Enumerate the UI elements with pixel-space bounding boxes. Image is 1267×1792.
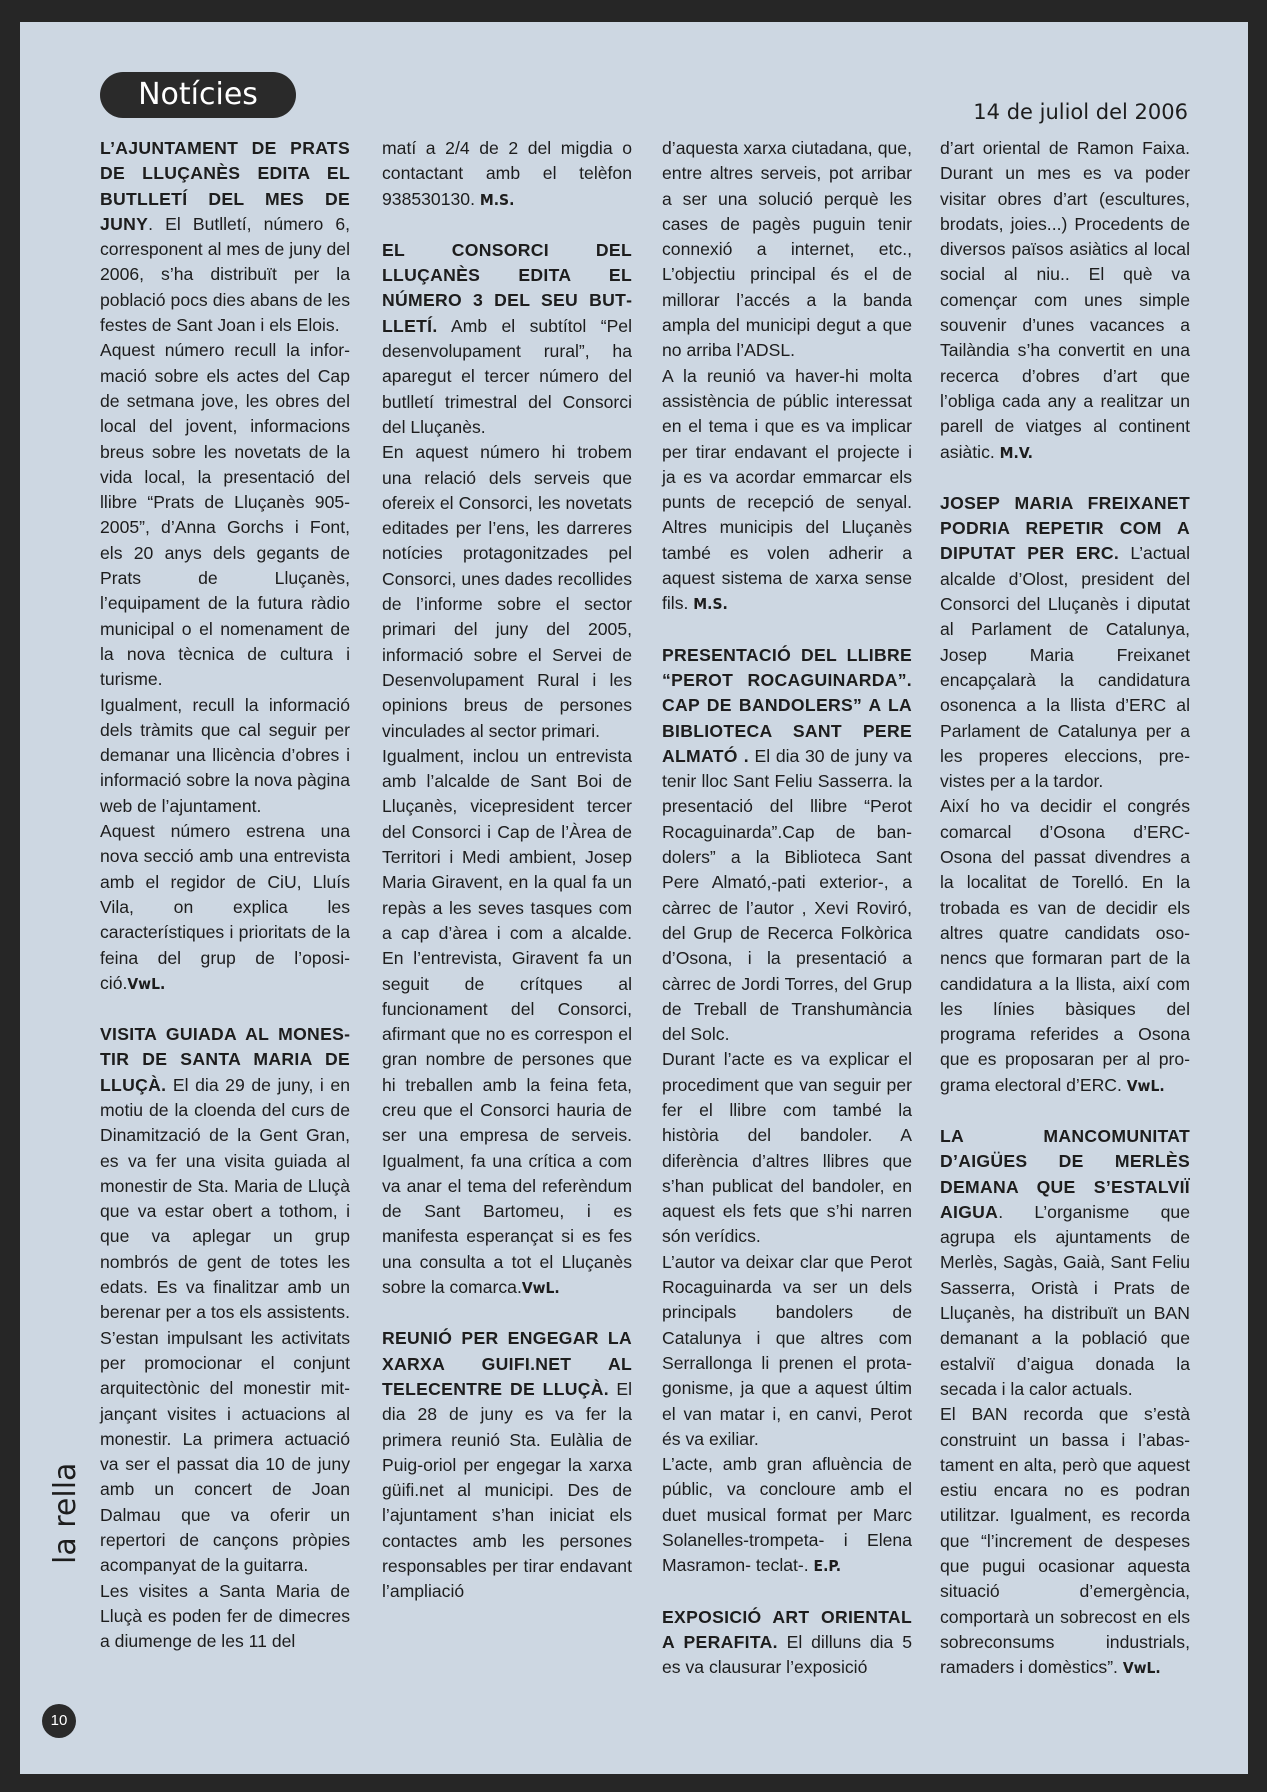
article-headline: JOSEP MARIA FREIXANET PODRIA REPETIR COM A DIPUTAT PER ERC. bbox=[940, 492, 1190, 564]
article-headline: EXPOSICIÓ ART ORIENTAL A PERAFITA. bbox=[662, 1606, 912, 1652]
article-paragraph bbox=[100, 693, 350, 819]
author-signature: M.S. bbox=[693, 595, 728, 614]
article-text: El BAN recorda que s’està construint un bassa i l’abastament en alta, però que aquest estiu encara no es podran utilitzar. Igualment, es recorda que “l’increment de despeses que pugui ocasionar aquesta situació d’emergència, comportarà un sobrecost en els sobreconsums industrials, ramaders i domèstics”. bbox=[940, 1404, 1190, 1678]
article-text: L’actual alcalde d’Olost, president del Consorci del Lluçanès i diputat al Parlament de Catalunya, Josep Maria Freixanet encapçalarà la candidatura osonenca a la llista d’ERC al Parlament de Catalunya per a les properes eleccions, previstes per a la tardor. bbox=[940, 543, 1190, 792]
article-paragraph bbox=[382, 238, 632, 440]
article-headline: L’AJUNTAMENT DE PRATS DE LLUÇANÈS EDITA EL BUTLLETÍ DEL MES DE JUNY bbox=[100, 138, 350, 234]
author-signature: VwL. bbox=[1126, 1076, 1165, 1095]
article-paragraph bbox=[100, 136, 350, 338]
article-paragraph bbox=[940, 491, 1190, 795]
article-text: Les visites a Santa Maria de Lluçà es poden fer de dimecres a diumenge de les 11 del bbox=[100, 1580, 350, 1652]
article-text: Així ho va decidir el congrés comarcal d’Osona d’ERC-Osona del passat divendres a la localitat de Torelló. En la trobada es van de decidir els altres quatre candidats osonencs que formaran part de la candidatura a la llista, així com les línies bàsiques del programa referides a Osona que es proposaran per al programa electoral d’ERC. bbox=[940, 796, 1190, 1095]
article-text: . L’organisme que agrupa els ajuntaments de Merlès, Sagàs, Gaià, Sant Feliu Sasserra, Oristà i Prats de Lluçanès, ha distribuït un BAN demanant a la població que estalviï d’aigua donada la secada i la calor actuals. bbox=[940, 1201, 1190, 1399]
article-paragraph bbox=[662, 1250, 912, 1452]
article-paragraph bbox=[100, 1579, 350, 1655]
article-paragraph bbox=[940, 794, 1190, 1099]
article-paragraph bbox=[662, 1452, 912, 1579]
article-paragraph bbox=[382, 440, 632, 744]
article-text: Durant l’acte es va explicar el procediment que van seguir per fer el llibre com també la història del bandoler. A diferència d’altres llibres que s’han publicat del bandoler, en aquest els fets que s’hi narren són verídics. bbox=[662, 1049, 912, 1247]
article-paragraph bbox=[940, 136, 1190, 466]
article-text: El dilluns dia 5 es va clausurar l’exposició bbox=[662, 1631, 912, 1678]
article-paragraph bbox=[662, 1047, 912, 1249]
article-text: A la reunió va haver-hi molta assistència de públic interessat en el tema i que es va implicar per tirar endavant el projecte i ja es va acordar emmarcar els punts de recepció de senyal. Altres municipis del Lluçanès també es volen adherir a aquest sistema de xarxa sense fils. bbox=[662, 365, 912, 614]
article-text: matí a 2/4 de 2 del migdia o contactant amb el telèfon 938530130. bbox=[382, 138, 632, 209]
column-3 bbox=[662, 136, 912, 1681]
author-signature: VwL. bbox=[521, 1279, 560, 1298]
article-paragraph bbox=[382, 136, 632, 213]
article-text: d’aquesta xarxa ciutadana, que, entre altres serveis, pot arribar a ser una solució perquè les cases de pagès puguin tenir connexió a internet, etc., L’objectiu principal és el de millorar l’accés a la banda ampla del municipi degut a que no arriba l’ADSL. bbox=[662, 138, 912, 361]
article-headline: VISITA GUIADA AL MONESTIR DE SANTA MARIA DE LLUÇÀ. bbox=[100, 1024, 350, 1095]
article-text: L’autor va deixar clar que Perot Rocaguinarda va ser un dels principals bandolers de Catalunya i que altres com Serrallonga li prenen el protagonisme, ja que a aquest últim el van matar i, en canvi, Perot és va exiliar. bbox=[662, 1251, 912, 1449]
article-text: Aquest número recull la informació sobre els actes del Cap de setmana jove, les obres del local del jovent, informacions breus sobre les novetats de la vida local, la presentació del llibre “Prats de Lluçanès 905-2005”, d’Anna Gorchs i Font, els 20 anys dels gegants de Prats de Lluçanès, l’equipament de la futura ràdio municipal o el nomenament de la nova tècnica de cultura i turisme. bbox=[100, 340, 350, 690]
column-2 bbox=[382, 136, 632, 1605]
article-text: d’art oriental de Ramon Faixa. Durant un mes es va poder visitar obres d’art (escultures, brodats, joies...) Procedents de diversos països asiàtics al local social al niu.. El què va començar com unes simple souvenir d’unes vacances a Tailàndia s’ha convertit en una recerca d’obres d’art que l’obliga cada any a realitzar un parell de viatges al continent asiàtic. bbox=[940, 138, 1190, 462]
author-signature: M.V. bbox=[999, 443, 1033, 462]
article-paragraph bbox=[382, 744, 632, 1302]
article-text: Amb el subtítol “Pel desenvolupament rural”, ha aparegut el tercer número del butlletí trimestral del Consorci del Lluçanès. bbox=[382, 315, 632, 437]
article-paragraph bbox=[100, 819, 350, 997]
article-text: El dia 28 de juny es va fer la primera reunió Sta. Eulàlia de Puig-oriol per engegar la xarxa güifi.net al municipi. Des de l’ajuntament s’han iniciat els contactes amb les persones responsables per tirar endavant l’ampliació bbox=[382, 1378, 632, 1602]
issue-date: 14 de juliol del 2006 bbox=[973, 100, 1188, 124]
article-paragraph bbox=[940, 1124, 1190, 1402]
article-text: Aquest número estrena una nova secció amb una entrevista amb el regidor de CiU, Lluís Vila, on explica les característiques i prioritats de la feina del grup de l’oposició. bbox=[100, 821, 350, 993]
article-text: El dia 30 de juny va tenir lloc Sant Feliu Sasserra. la presentació del llibre “Perot Rocaguinarda”.Cap de bandolers” a la Biblioteca Sant Pere Almató,-pati exterior-, a càrrec de l’autor , Xevi Roviró, del Grup de Recerca Folkòrica d’Osona, i la presentació a càrrec de Jordi Torres, del Grup de Treball de Transhumància del Solc. bbox=[662, 745, 912, 1045]
article-text: . El Butlletí, número 6, corresponent al mes de juny del 2006, s’ha distribuït per la població pocs dies abans de les festes de Sant Joan i els Elois. bbox=[100, 213, 350, 336]
article-headline: EL CONSORCI DEL LLUÇANÈS EDITA EL NÚMERO 3 DEL SEU BUTLLETÍ. bbox=[382, 239, 632, 336]
article-text: El dia 29 de juny, i en motiu de la cloenda del curs de Dinamització de la Gent Gran, es va fer una visita guiada al monestir de Sta. Maria de Lluçà que va estar obert a tothom, i que va aplegar un grup nombrós de gent de totes les edats. Es va finalitzar amb un berenar per a tos els assistents. S’estan impulsant les activitats per promocionar el conjunt arquitectònic del monestir mitjançant visites i actuacions al monestir. La primera actuació va ser el passat dia 10 de juny amb un concert de Joan Dalmau que va oferir un repertori de cançons pròpies acompanyat de la guitarra. bbox=[100, 1074, 350, 1576]
article-headline: REUNIÓ PER ENGEGAR LA XARXA GUIFI.NET AL TELECENTRE DE LLUÇÀ. bbox=[382, 1328, 632, 1399]
article-paragraph bbox=[662, 136, 912, 364]
article-paragraph bbox=[100, 1022, 350, 1579]
article-paragraph bbox=[382, 1326, 632, 1604]
article-paragraph bbox=[662, 364, 912, 618]
article-paragraph bbox=[940, 1402, 1190, 1681]
author-signature: VwL. bbox=[127, 974, 166, 993]
article-paragraph bbox=[662, 1605, 912, 1681]
section-badge: Notícies bbox=[100, 72, 296, 118]
article-text: En aquest número hi trobem una relació dels serveis que ofereix el Consorci, les novetats editades per l’ens, les darreres notícies protagonitzades pel Consorci, unes dades recollides de l’informe sobre el sector primari del juny del 2005, informació sobre el Servei de Desenvolupament Rural i les opinions breus de persones vinculades al sector primari. bbox=[382, 442, 632, 741]
author-signature: VwL. bbox=[1122, 1659, 1161, 1678]
article-text: Igualment, recull la informació dels tràmits que cal seguir per demanar una llicència d’obres i informació sobre la nova pàgina web de l’ajuntament. bbox=[100, 694, 350, 816]
article-headline: PRESENTACIÓ DEL LLIBRE “PEROT ROCAGUINARDA”. CAP DE BANDOLERS” A LA BIBLIOTECA SANT PERE ALMATÓ . bbox=[662, 644, 912, 766]
author-signature: E.P. bbox=[813, 1557, 842, 1576]
article-text: Igualment, inclou un entrevista amb l’alcalde de Sant Boi de Lluçanès, vicepresident tercer del Consorci i Cap de l’Àrea de Territori i Medi ambient, Josep Maria Giravent, en la qual fa un repàs a les seves tasques com a cap d’àrea i com a alcalde. En l’entrevista, Giravent fa un seguit de crítques al funcionament del Consorci, afirmant que no es correspon el gran nombre de persones que hi treballen amb la feina feta, creu que el Consorci hauria de ser una empresa de serveis. Igualment, fa una crítica a com va anar el tema del referèndum de Sant Bartomeu, i es manifesta esperançat si es fes una consulta a tot el Lluçanès sobre la comarca. bbox=[382, 745, 632, 1298]
article-headline: LA MANCOMUNITAT D’AIGÜES DE MERLÈS DEMANA QUE S’ESTALVIÏ AIGUA bbox=[940, 1125, 1190, 1222]
page-number: 10 bbox=[42, 1704, 76, 1738]
author-signature: M.S. bbox=[479, 190, 515, 209]
column-4 bbox=[940, 136, 1190, 1682]
article-text: L’acte, amb gran afluència de públic, va concloure amb el duet musical format per Marc Solanelles-trompeta- i Elena Masramon- teclat-. bbox=[662, 1454, 912, 1576]
article-paragraph bbox=[662, 643, 912, 1048]
column-1 bbox=[100, 136, 350, 1655]
magazine-name: la rella bbox=[48, 1462, 83, 1564]
magazine-page bbox=[20, 22, 1248, 1774]
article-paragraph bbox=[100, 338, 350, 692]
